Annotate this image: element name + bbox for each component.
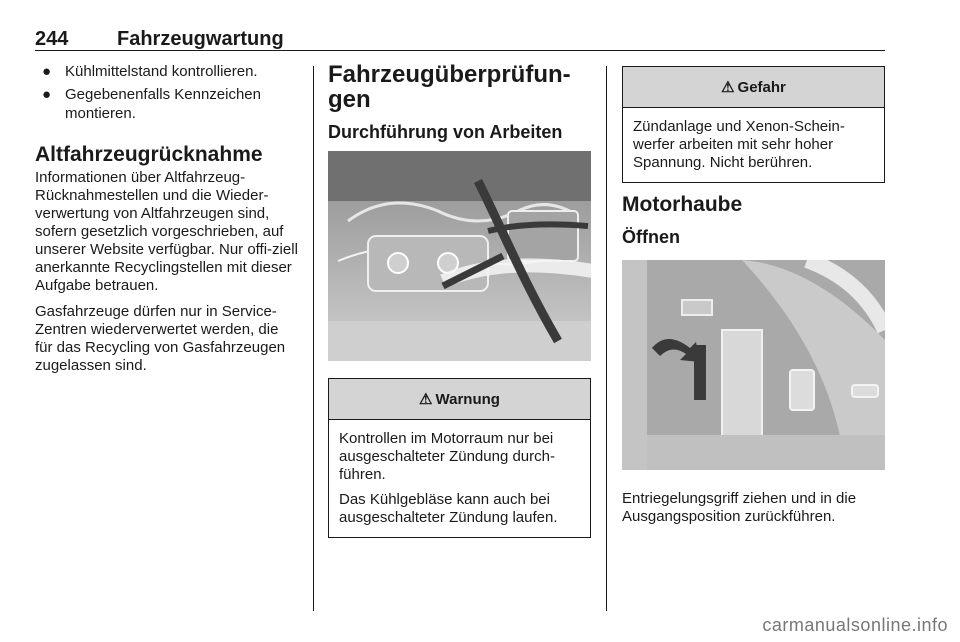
- warning-body: [329, 420, 590, 537]
- watermark: carmanualsonline.info: [762, 615, 948, 635]
- list-item: [35, 62, 298, 81]
- engine-compartment-illustration: [328, 151, 591, 361]
- hood-release-lever-illustration: [622, 260, 885, 470]
- list-item: [35, 85, 298, 123]
- chapter-title: Fahrzeugwartung: [117, 28, 284, 50]
- subsection-heading: Durchführung von Arbeiten: [328, 122, 563, 142]
- paragraph: Gasfahrzeuge dürfen nur in Service-Zentren wiederverwertet werden, die für das Recycling von Gasfahrzeugen zugelassen sind.: [35, 303, 286, 374]
- column-divider: [606, 66, 607, 611]
- warning-box: [328, 378, 591, 538]
- warning-title: Warnung: [435, 390, 500, 408]
- bullet-icon: ●: [42, 63, 52, 80]
- warning-icon: ⚠: [721, 79, 735, 96]
- paragraph: Informationen über Altfahrzeug-Rücknahmestellen und die Wieder-verwertung von Altfahrzeugen sind, sofern gesetzlich vorgeschrieben, auf unserer Website verfügbar. Nur offi-ziell anerkannte Recyclingstellen mit dieser Aufgabe betrauen.: [35, 169, 298, 294]
- section-heading: Motorhaube: [622, 193, 743, 216]
- page-number: 244: [35, 28, 69, 50]
- list-item-text: Kühlmittelstand kontrollieren.: [65, 63, 258, 80]
- danger-title: Gefahr: [737, 78, 786, 96]
- paragraph: Zündanlage und Xenon-Schein-werfer arbeiten mit sehr hoher Spannung. Nicht berühren.: [633, 118, 845, 171]
- danger-header: [623, 67, 884, 108]
- page-header: [35, 28, 885, 52]
- image-caption: Entriegelungsgriff ziehen und in die Ausgangsposition zurückführen.: [622, 490, 857, 525]
- column-left: [35, 62, 298, 375]
- section-heading: Fahrzeugüberprüfun-gen: [328, 61, 571, 113]
- danger-body: [623, 108, 884, 182]
- column-middle: [328, 62, 591, 538]
- bullet-list: [35, 62, 298, 123]
- section-heading: Altfahrzeugrücknahme: [35, 143, 263, 166]
- warning-header: [329, 379, 590, 420]
- paragraph: Das Kühlgebläse kann auch bei ausgeschalteter Zündung laufen.: [339, 491, 558, 526]
- list-item-text: Gegebenenfalls Kennzeichen montieren.: [65, 86, 261, 122]
- header-rule: [35, 50, 885, 51]
- column-right: [622, 66, 885, 526]
- subsection-heading: Öffnen: [622, 227, 680, 247]
- paragraph: Kontrollen im Motorraum nur bei ausgeschalteter Zündung durch-führen.: [339, 430, 555, 483]
- column-divider: [313, 66, 314, 611]
- danger-box: [622, 66, 885, 183]
- warning-icon: ⚠: [419, 391, 433, 408]
- bullet-icon: ●: [42, 86, 52, 103]
